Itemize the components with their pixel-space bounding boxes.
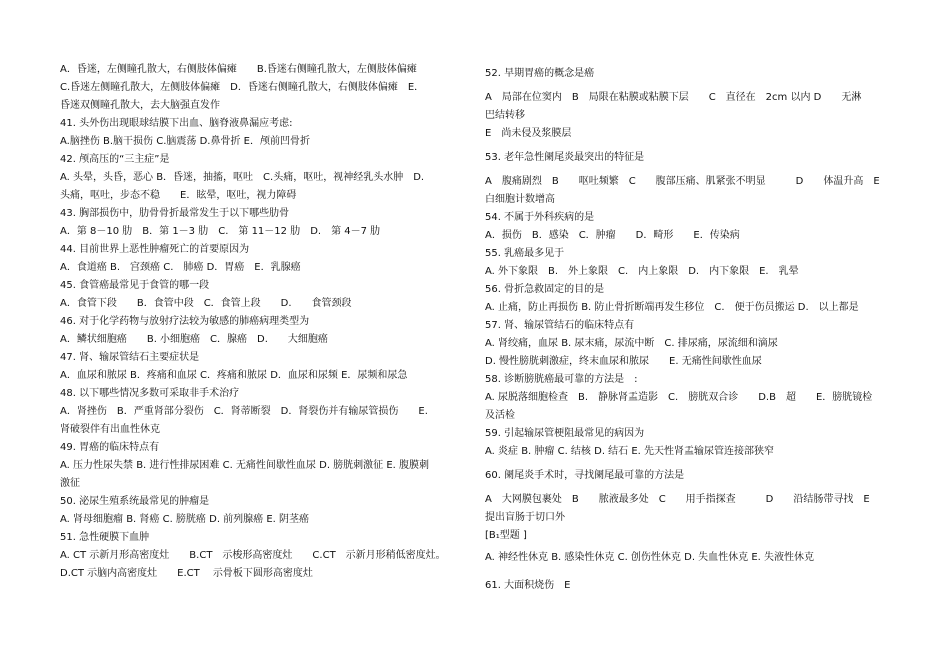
text-line: 51. 急性硬膜下血肿: [60, 532, 150, 543]
text-line: 53. 老年急性阑尾炎最突出的特征是: [485, 152, 645, 163]
text-line: A. 尿脱落细胞检查 B. 静脉肾盂造影 C. 膀胱双合诊 D.B 超 E．膀胱镜检: [485, 392, 873, 403]
text-line: 45. 食管癌最常见于食管的哪一段: [60, 280, 210, 291]
text-line: 巴结转移: [485, 110, 525, 121]
text-line: 白细胞计数增高: [485, 194, 555, 205]
text-line: D.CT 示脑内高密度灶 E.CT 示骨板下圆形高密度灶: [60, 568, 313, 579]
text-line: 58. 诊断膀胱癌最可靠的方法是 :: [485, 374, 638, 385]
text-line: A.脑挫伤 B.脑干损伤 C.脑震荡 D.鼻骨折 E．颅前凹骨折: [60, 136, 310, 147]
text-line: 昏迷双侧瞳孔散大，去大脑强直发作: [60, 100, 220, 111]
text-line: 及活检: [485, 410, 515, 421]
text-line: A．损伤 B．感染 C．肿瘤 D．畸形 E．传染病: [485, 230, 740, 241]
text-line: 55. 乳癌最多见于: [485, 248, 565, 259]
text-line: A．食管下段 B．食管中段 C．食管上段 D. 食管颈段: [60, 298, 352, 309]
text-line: A．血尿和脓尿 B．疼痛和血尿 C．疼痛和脓尿 D．血尿和尿频 E．尿频和尿急: [60, 370, 408, 381]
text-line: A. 肾母细胞瘤 B. 肾癌 C. 膀胱癌 D. 前列腺癌 E. 阴茎癌: [60, 514, 310, 525]
text-line: A．肾挫伤 B．严重肾部分裂伤 C．肾蒂断裂 D．肾裂伤并有输尿管损伤 E.: [60, 406, 428, 417]
text-line: 46. 对于化学药物与放射疗法较为敏感的肺癌病理类型为: [60, 316, 310, 327]
text-line: 提出盲肠于切口外: [485, 512, 565, 523]
text-line: 56. 骨折急救固定的目的是: [485, 284, 605, 295]
text-line: [B₁型题 ]: [485, 530, 527, 541]
text-line: A 局部在位窦内 B 局限在粘膜或粘膜下层 C 直径在 2cm 以内 D 无淋: [485, 92, 862, 103]
text-line: A. 神经性休克 B. 感染性休克 C. 创伤性休克 D. 失血性休克 E. 失液性休克: [485, 552, 815, 563]
text-line: A．昏迷，左侧瞳孔散大，右侧肢体偏瘫 B.昏迷右侧瞳孔散大，左侧肢体偏瘫: [60, 64, 417, 75]
text-line: A. 炎症 B. 肿瘤 C. 结核 D. 结石 E. 先天性肾盂输尿管连接部狭窄: [485, 446, 775, 457]
text-line: 49. 胃癌的临床特点有: [60, 442, 160, 453]
text-line: 头痛，呕吐，步态不稳 E．眩晕，呕吐，视力障碍: [60, 190, 297, 201]
text-line: 52. 早期胃癌的概念是癌: [485, 68, 595, 79]
text-line: A. 止痛，防止再损伤 B. 防止骨折断端再发生移位 C. 便于伤员搬运 D. 以上都是: [485, 302, 859, 313]
text-line: A．鳞状细胞癌 B. 小细胞癌 C．腺癌 D. 大细胞癌: [60, 334, 328, 345]
text-line: 61. 大面积烧伤 E: [485, 580, 571, 591]
text-line: 42. 颅高压的“三主症”是: [60, 154, 170, 165]
text-line: C.昏迷左侧瞳孔散大，左侧肢体偏瘫 D．昏迷右侧瞳孔散大，右侧肢体偏瘫 E．: [60, 82, 425, 93]
text-line: 激征: [60, 478, 80, 489]
text-line: 48. 以下哪些情况多数可采取非手术治疗: [60, 388, 240, 399]
text-line: A. 头晕，头昏，恶心 B．昏迷，抽搐，呕吐 C.头痛，呕吐，视神经乳头水肿 D.: [60, 172, 425, 183]
text-line: A 大网膜包裹处 B 脓液最多处 C 用手指探查 D 沿结肠带寻找 E: [485, 494, 870, 505]
text-line: A．食道癌 B. 宫颈癌 C. 肺癌 D．胃癌 E．乳腺癌: [60, 262, 301, 273]
text-line: A. 肾绞痛，血尿 B. 尿末痛，尿流中断 C. 排尿痛，尿流细和滴尿: [485, 338, 778, 349]
text-line: A. CT 示新月形高密度灶 B.CT 示梭形高密度灶 C.CT 示新月形稍低密度灶。: [60, 550, 446, 561]
text-line: 43. 胸部损伤中，肋骨骨折最常发生于以下哪些肋骨: [60, 208, 290, 219]
text-line: 47. 肾、输尿管结石主要症状是: [60, 352, 200, 363]
text-line: 肾破裂伴有出血性休克: [60, 424, 160, 435]
text-line: A. 压力性尿失禁 B. 进行性排尿困难 C. 无痛性间歇性血尿 D. 膀胱刺激征 E. 腹膜刺: [60, 460, 430, 471]
text-line: 54. 不属于外科疾病的是: [485, 212, 595, 223]
text-line: A. 外下象限 B. 外上象限 C. 内上象限 D. 内下象限 E. 乳晕: [485, 266, 799, 277]
text-line: 41. 头外伤出现眼球结膜下出血、脑脊液鼻漏应考虑:: [60, 118, 293, 129]
text-line: 60. 阑尾炎手术时，寻找阑尾最可靠的方法是: [485, 470, 685, 481]
text-line: 50. 泌尿生殖系统最常见的肿瘤是: [60, 496, 210, 507]
text-line: E 尚未侵及浆膜层: [485, 128, 572, 139]
text-line: 57. 肾、输尿管结石的临床特点有: [485, 320, 635, 331]
text-line: D. 慢性膀胱刺激症，终末血尿和脓尿 E. 无痛性间歇性血尿: [485, 356, 762, 367]
text-line: A．第 8－10 肋 B．第 1－3 肋 C. 第 11－12 肋 D. 第 4－7 肋: [60, 226, 381, 237]
text-line: A 腹痛剧烈 B 呕吐频繁 C 腹部压痛、肌紧张不明显 D 体温升高 E: [485, 176, 880, 187]
text-line: 59. 引起输尿管梗阻最常见的病因为: [485, 428, 645, 439]
text-line: 44. 目前世界上恶性肿瘤死亡的首要原因为: [60, 244, 250, 255]
